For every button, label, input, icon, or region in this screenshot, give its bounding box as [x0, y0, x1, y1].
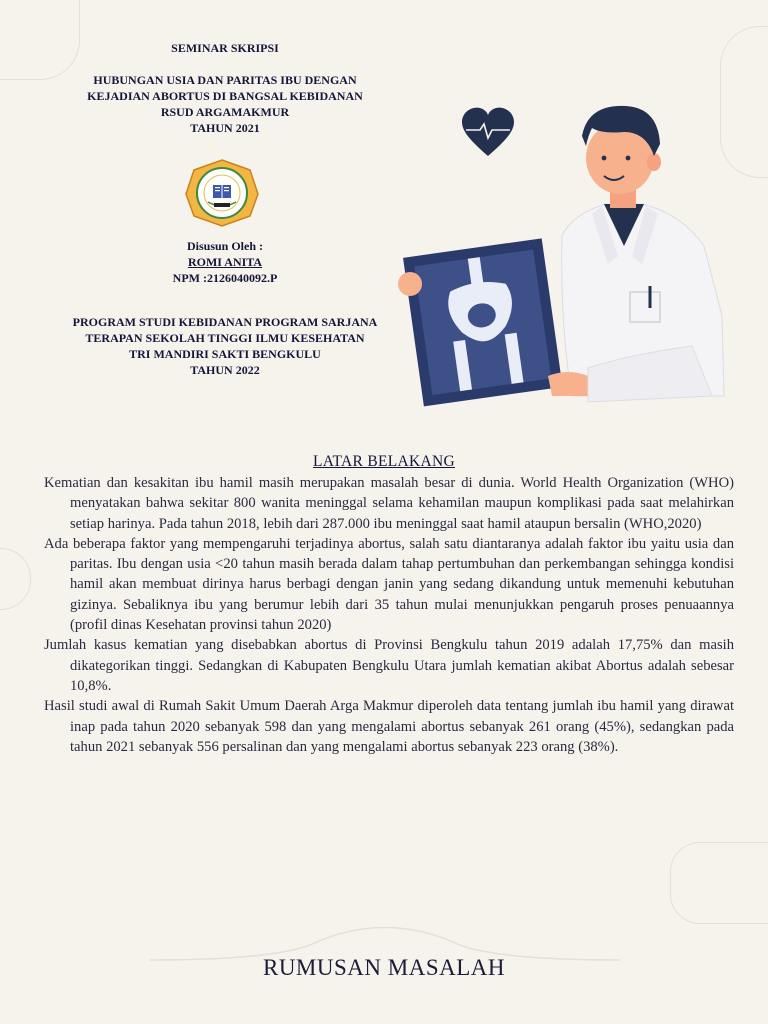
- author-block: [120, 238, 330, 286]
- program-block: [55, 314, 395, 378]
- decor-shape-left: [0, 548, 31, 610]
- thesis-title-line: KEJADIAN ABORTUS DI BANGSAL KEBIDANAN: [87, 89, 363, 103]
- thesis-title-line: RSUD ARGAMAKMUR: [160, 105, 290, 119]
- thesis-title-line: TAHUN 2021: [190, 121, 260, 135]
- institution-seal-icon: [184, 158, 260, 228]
- thesis-title-block: [60, 40, 390, 136]
- author-label: Disusun Oleh :: [186, 239, 264, 253]
- thesis-title-line: HUBUNGAN USIA DAN PARITAS IBU DENGAN: [93, 73, 357, 87]
- author-npm: NPM :2126040092.P: [172, 271, 278, 285]
- heart-pulse-icon: [462, 108, 514, 156]
- program-line: PROGRAM STUDI KEBIDANAN PROGRAM SARJANA: [72, 315, 378, 329]
- decor-shape-bottom-right: [670, 842, 768, 924]
- seminar-label: SEMINAR SKRIPSI: [171, 41, 279, 55]
- paragraph: Hasil studi awal di Rumah Sakit Umum Daerah Arga Makmur diperoleh data tentang jumlah ibu hamil yang dirawat inap pada tahun 2020 sebanyak 598 dan yang mengalami abortus sebanyak 261 orang (45%), sedangkan pada tahun 2021 sebanyak 556 persalinan dan yang mengalami abortus sebanyak 223 orang (38%).: [44, 698, 734, 755]
- background-text: [44, 473, 734, 757]
- section-title-rumusan-masalah: RUMUSAN MASALAH: [262, 955, 505, 980]
- author-name: ROMI ANITA: [187, 255, 263, 269]
- paragraph: Jumlah kasus kematian yang disebabkan abortus di Provinsi Bengkulu tahun 2019 adalah 17,75% dan masih dikategorikan tinggi. Sedangkan di Kabupaten Bengkulu Utara jumlah kematian akibat Abortus adalah sebesar 10,8%.: [44, 637, 734, 694]
- paragraph: Ada beberapa faktor yang mempengaruhi terjadinya abortus, salah satu diantaranya adalah faktor ibu yaitu usia dan paritas. Ibu dengan usia <20 tahun masih berada dalam tahap pertumbuhan dan perkembangan sehingga kondisi hamil akan membuat dirinya harus berbagi dengan janin yang sedang dikandung untuk memenuhi kebutuhan gizinya. Sebaliknya ibu yang berumur lebih dari 35 tahun mulai menunjukkan pengaruh proses penuaannya (profil dinas Kesehatan provinsi tahun 2020): [44, 535, 734, 634]
- program-line: TAHUN 2022: [190, 363, 260, 377]
- doctor-xray-illustration: [392, 96, 732, 436]
- program-line: TRI MANDIRI SAKTI BENGKULU: [129, 347, 321, 361]
- section-title-latar-belakang: LATAR BELAKANG: [312, 453, 456, 470]
- program-line: TERAPAN SEKOLAH TINGGI ILMU KESEHATAN: [85, 331, 365, 345]
- paragraph: Kematian dan kesakitan ibu hamil masih merupakan masalah besar di dunia. World Health Organization (WHO) menyatakan bahwa sekitar 800 wanita meninggal selama kehamilan maupun komplikasi pada saat melahirkan setiap harinya. Pada tahun 2018, lebih dari 287.000 ibu meninggal saat hamil ataupun bersalin (WHO,2020): [44, 475, 734, 532]
